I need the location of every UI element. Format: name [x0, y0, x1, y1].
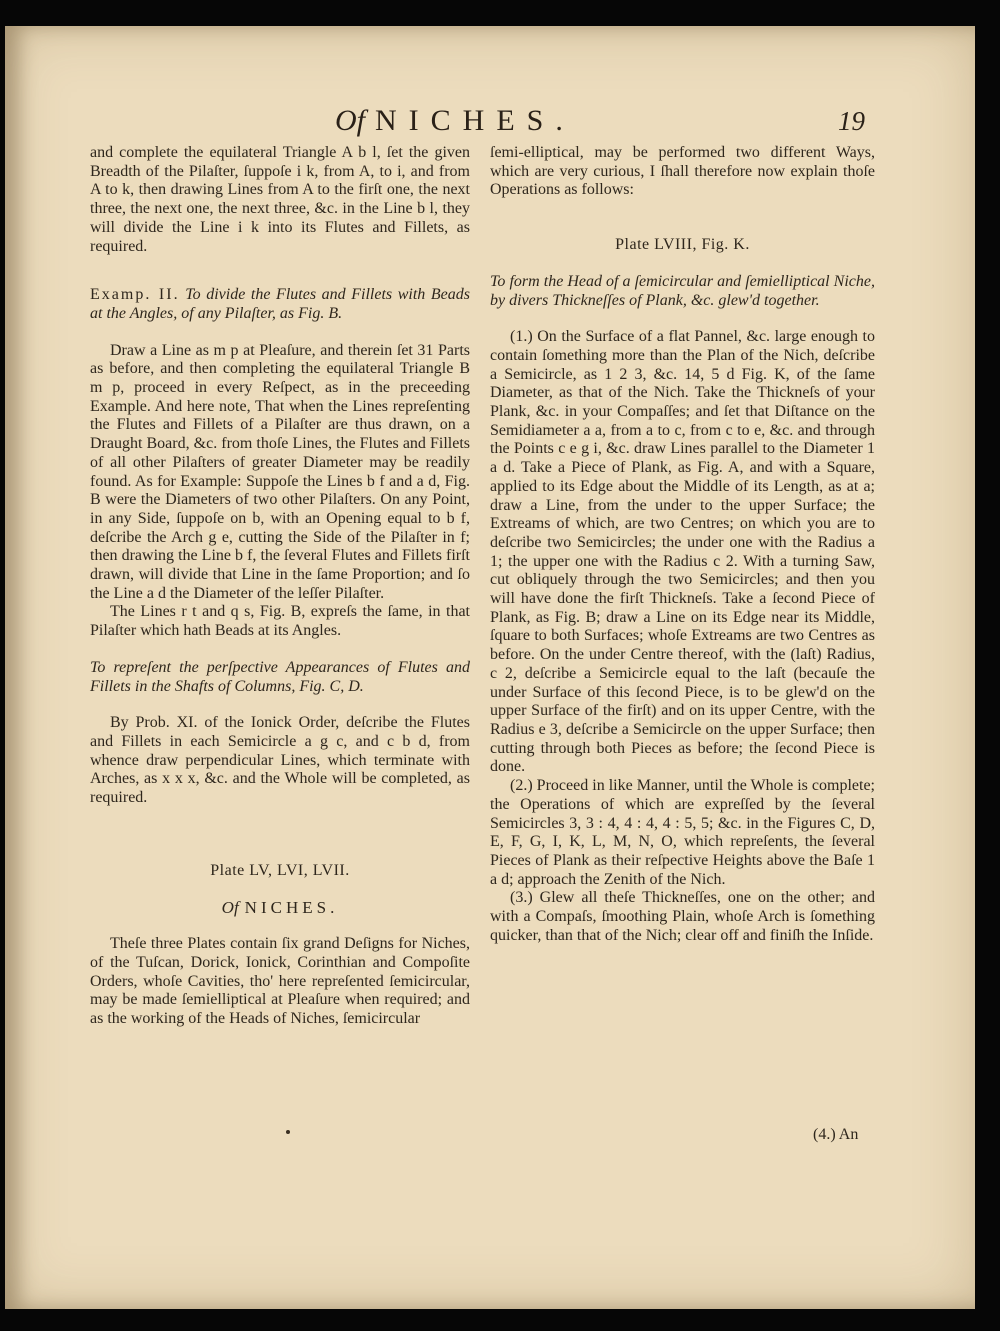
page-number: 19: [838, 106, 865, 136]
example-title: To divide the Flutes and Fillets with Beads at the Angles, of any Pilaſter, as Fig. B.: [90, 286, 471, 322]
catchword: (4.) An: [813, 1126, 859, 1143]
left-paragraph-2: Draw a Line as m p at Pleaſure, and therein ſet 31 Parts as before, and then completing the equilateral Triangle B m p, proceed in every Reſpect, as in the preceeding Example. And here note, That when the Lines repreſenting the Flutes and Fillets of a Pilaſter are thus drawn, on a Draught Board, &c. from thoſe Lines, the Flutes and Fillets of all other Pilaſters of greater Diameter may be readily found. As for Example: Suppoſe the Lines b f and a d, Fig. B were the Diameters of two other Pilaſters. On any Point, in any Side, ſuppoſe on b, with an Opening equal to b f, deſcribe the Arch g e, cutting the Side of the Pilaſter in f; then drawing the Line b f, the ſeveral Flutes and Fillets firſt drawn, will divide that Line in the ſame Proportion; and ſo the Line a d the Diameter of the leſſer Pilaſter.: [90, 341, 470, 602]
plate-heading-lviii: Plate LVIII, Fig. K.: [615, 236, 750, 254]
left-paragraph-4: By Prob. XI. of the Ionick Order, deſcribe the Flutes and Fillets in each Semicircle a g c, and c b d, from whence draw perpendicular Lines, which terminate with Arches, as x x x, &c. and the Whole will be completed, as required.: [90, 714, 470, 807]
niches-subheading-of: Of: [221, 897, 239, 917]
right-paragraph-3: (2.) Proceed in like Manner, until the Whole is complete; the Operations of which are expreſſed by the ſeveral Semicircles 3, 3 : 4, 4 : 4, 4 : 5, 5; &c. in the Figures C, D, E, F, G, I, K, L, M, N, O, which repreſents, the ſeveral Pieces of Plank as their reſpective Heights above the Baſe 1 a d; approach the Zenith of the Nich.: [490, 777, 875, 888]
running-title-of: Of: [335, 104, 365, 137]
right-paragraph-4: (3.) Glew all theſe Thickneſſes, one on the other; and with a Compaſs, ſmoothing Plain, whoſe Arch is ſomething quicker, than that of the Nich; clear off and finiſh the Inſide.: [490, 889, 875, 944]
plate-heading-lv: Plate LV, LVI, LVII.: [210, 861, 350, 879]
left-paragraph-3: The Lines r t and q s, Fig. B, expreſs the ſame, in that Pilaſter which hath Beads at its Angles.: [90, 603, 470, 640]
running-title-text: NICHES.: [375, 104, 575, 137]
niches-subheading-text: NICHES.: [244, 897, 339, 917]
right-column: [490, 144, 875, 945]
ink-mark: [286, 1130, 290, 1134]
right-paragraph-2: (1.) On the Surface of a flat Pannel, &c. large enough to contain ſomething more than the Plan of the Nich, deſcribe a Semicircle, as 1 2 3, &c. 14, 5 d Fig. K, of the ſame Diameter, as that of the Nich. Take the Thickneſs of your Plank, &c. in your Compaſſes; and ſet that Diſtance on the Semidiameter a a, from a to c, from c to e, &c. and through the Points c e g i, &c. draw Lines parallel to the Diameter 1 a d. Take a Piece of Plank, as Fig. A, and with a Square, applied to its Edge about the Middle of its Length, as at a; draw a Line, from the under to the upper Surface; the Extreams of which, are two Centres; on which you are to deſcribe two Semicircles; the under one with the Radius a 1; the upper one with the Radius c 2. With a turning Saw, cut obliquely through the two Semicircles; and then you will have done the firſt Thickneſs. Take a ſecond Piece of Plank, as Fig. B; draw a Line on its Edge near its Middle, ſquare to both Surfaces; whoſe Extreams are two Centres as before. On the under Centre thereof, with the (laſt) Radius, c 2, deſcribe a Semicircle equal to the laſt (becauſe the under Surface of this ſecond Piece, is to be glew'd on the upper Surface of the firſt) and on its upper Centre, with the Radius e 3, deſcribe a Semicircle on the upper Surface; then cutting through both Pieces as before; the ſecond Piece is done.: [490, 328, 875, 776]
niches-subheading: [90, 899, 470, 918]
running-header: [0, 104, 1000, 138]
left-column: [90, 144, 470, 1029]
example-heading: [90, 286, 470, 323]
left-paragraph-5: Theſe three Plates contain ſix grand Deſigns for Niches, of the Tuſcan, Dorick, Ionick, Corinthian and Compoſite Orders, whoſe Cavities, tho' here repreſented ſemicircular, may be made ſemielliptical at Pleaſure when required; and as the working of the Heads of Niches, ſemicircular: [90, 935, 470, 1028]
left-heading-perspective: To repreſent the perſpective Appearances of Flutes and Fillets in the Shafts of Columns, Fig. C, D.: [90, 658, 470, 695]
right-heading-form: To form the Head of a ſemicircular and ſemielliptical Niche, by divers Thickneſſes of Plank, &c. glew'd together.: [490, 272, 875, 309]
right-paragraph-1: ſemi-elliptical, may be performed two different Ways, which are very curious, I ſhall therefore now explain thoſe Operations as follows:: [490, 144, 875, 199]
example-label: Examp. II.: [90, 286, 180, 304]
running-title: [335, 104, 575, 138]
left-paragraph-1: and complete the equilateral Triangle A b l, ſet the given Breadth of the Pilaſter, ſuppoſe i k, from A, to i, and from A to k, then drawing Lines from A to the firſt one, the next three, the next one, the next three, &c. in the Line b l, they will divide the Line i k into its Flutes and Fillets, as required.: [90, 144, 470, 255]
